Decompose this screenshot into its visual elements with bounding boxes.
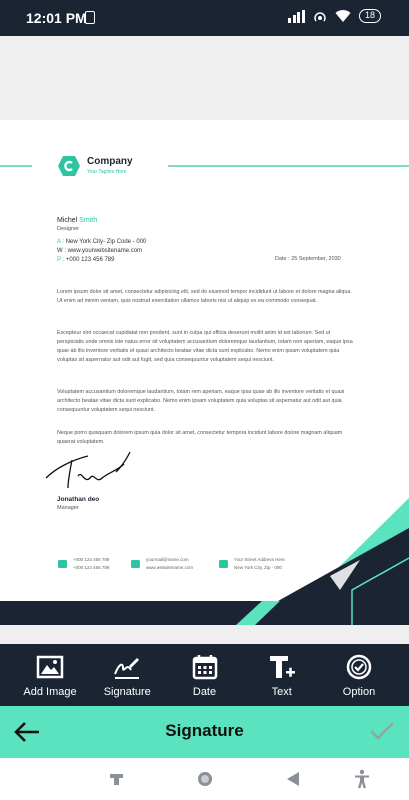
phone-icon (58, 560, 67, 568)
location-icon (219, 560, 228, 568)
signature-button[interactable] (89, 644, 165, 706)
footer-address: Your Street Address Here New York City, Zip - 000 (234, 557, 285, 570)
recent-apps-icon[interactable] (107, 769, 127, 789)
calendar-icon (191, 654, 219, 680)
date-button[interactable] (167, 644, 243, 706)
sender-address: A : New York City- Zip Code - 000 (57, 239, 147, 245)
letter-paragraph: Neque porro quisquam dolorem ipsum quia dolor sit amet, consectetur tempora incidunt labore dolore magnam aliquam quaerat voluptatem. (57, 430, 343, 445)
add-image-button[interactable] (12, 644, 88, 706)
text-button[interactable] (244, 644, 320, 706)
accessibility-icon[interactable] (352, 769, 372, 789)
signer-name: Jonathan deo (57, 496, 100, 503)
signature-drawing[interactable] (44, 450, 136, 490)
sender-name: Michel Smith (57, 217, 98, 224)
letterhead-decoration (0, 120, 409, 625)
company-name: Company (87, 156, 133, 167)
option-label: Option (342, 686, 376, 698)
letterhead-document[interactable] (0, 120, 409, 625)
company-tagline: Your Tagline Here (87, 169, 127, 175)
letter-date: Date : 25 September, 2030 (275, 256, 341, 262)
status-time: 12:01 PM (26, 10, 87, 26)
text-label: Text (271, 686, 292, 698)
image-icon (36, 654, 64, 680)
option-button[interactable] (321, 644, 397, 706)
status-bar (0, 0, 409, 36)
mail-icon (131, 560, 140, 568)
sender-website: W : www.yourwebsitename.com (57, 248, 143, 254)
bottom-toolbar (0, 644, 409, 706)
back-icon[interactable] (283, 769, 303, 789)
home-icon[interactable] (195, 769, 215, 789)
hotspot-icon (313, 10, 327, 23)
editor-canvas[interactable] (0, 36, 409, 644)
page-title: Signature (165, 721, 244, 740)
header-line-right (168, 165, 409, 167)
check-circle-icon (345, 654, 373, 680)
add-image-label: Add Image (23, 686, 77, 698)
vibrate-icon (85, 11, 95, 24)
company-logo-icon (57, 155, 81, 177)
letter-paragraph: Lorem ipsum dolor sit amet, consectetur adipisicing elit, sed do eiusmod tempor incididunt ut labore et dolore magna aliqua. Ut enim ad minim veniam, quis nostrud exercitation ullamco laboris nisi ut aliquip ex ea commodo consequat. (57, 289, 352, 304)
title-bar (0, 706, 409, 758)
confirm-check-icon[interactable] (369, 719, 395, 743)
letter-paragraph: Voluptatem accusantium doloremque laudantium, totam rem aperiam, eaque ipsa quae ab illo inventore veritatis et quasi architecto beatae vitae dicta sunt explicabo. Nemo enim ipsam voluptatem quia voluptas sit aspernatur aut odit aut quia consequuntur voluptatem sequi nesciunt. (57, 389, 345, 413)
signature-icon (113, 654, 141, 680)
footer-phone: +000 123 456 789 +000 123 456 789 (73, 557, 110, 570)
date-label: Date (192, 686, 217, 698)
sender-role: Designer (57, 226, 80, 232)
footer-contact: yourmail@name.com www.websitename.com (146, 557, 194, 570)
text-add-icon (268, 654, 296, 680)
letter-paragraph: Excepteur sint occaecat cupidatat non proident, sunt in culpa qui officia deserunt mollit anim id est laborum. Sed ut perspiciatis unde omnis iste natus error sit voluptatem accusantium doloremque laudantium, totam rem aperiam, eaque ipsa quae ab illo inventore veritatis et quasi architecto beatae vitae dicta sunt explicabo. Nemo enim ipsam voluptatem quia voluptas sit aspernatur aut odit aut fugit, sed quia consequuntur voluptatem sequi nesciunt. (57, 330, 353, 363)
system-nav-bar (0, 758, 409, 800)
sender-phone: P : +000 123 456 789 (57, 257, 115, 263)
signer-role: Manager (57, 505, 79, 511)
wifi-icon (335, 10, 351, 23)
signal-icon (288, 10, 305, 23)
battery-icon: 18 (359, 9, 381, 23)
signature-label: Signature (103, 686, 151, 698)
header-line-left (0, 165, 32, 167)
